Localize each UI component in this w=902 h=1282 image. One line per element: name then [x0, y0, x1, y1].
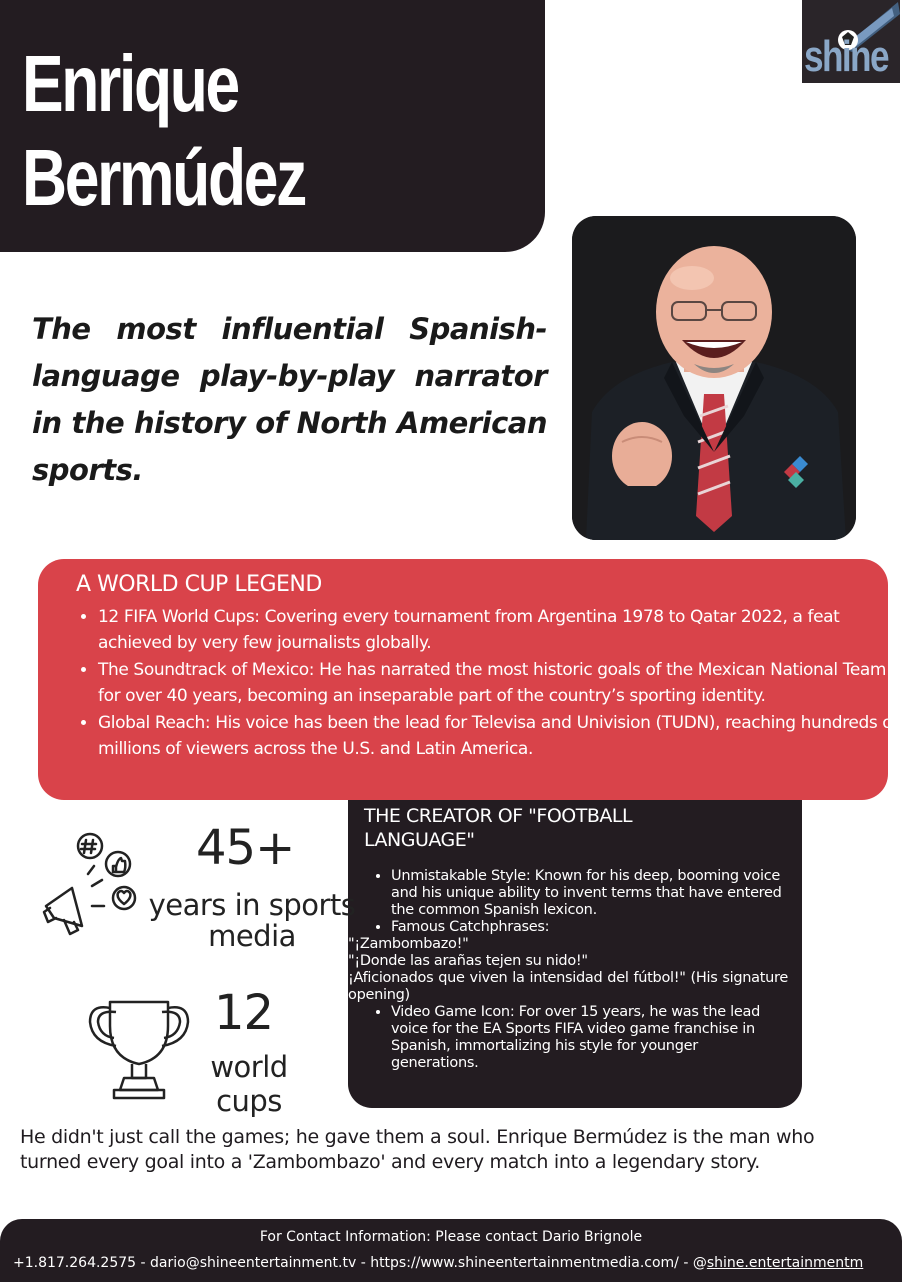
closing-statement: He didn't just call the games; he gave them a soul. Enrique Bermúdez is the man who turned every goal into a 'Zambombazo' and every match into a legendary story.	[20, 1126, 815, 1173]
world-cups-stat-number: 12	[214, 985, 274, 1041]
list-item: • The Soundtrack of Mexico: He has narrated the most historic goals of the Mexican National Team for over 40 years, becoming an inseparable part of the country’s sporting identity.	[98, 658, 898, 709]
world-cup-legend-section	[38, 559, 898, 800]
name-header	[0, 0, 545, 252]
section-title: THE CREATOR OF "FOOTBALL LANGUAGE"	[364, 805, 633, 851]
contact-line: For Contact Information: Please contact Dario Brignole	[259, 1229, 643, 1245]
catchphrase: "¡Donde las arañas tejen su nido!"	[348, 953, 588, 969]
list-item: • 12 FIFA World Cups: Covering every tournament from Argentina 1978 to Qatar 2022, a feat achieved by very few journalists globally.	[98, 605, 898, 656]
catchphrase: ¡Aficionados que viven la intensidad del fútbol!" (His signature opening)	[348, 970, 788, 1003]
list-item: • Global Reach: His voice has been the lead for Televisa and Univision (TUDN), reaching hundreds of millions of viewers across the U.S. and Latin America.	[98, 711, 898, 762]
social-media-megaphone-icon	[36, 826, 146, 936]
tagline: The most influential Spanish-language play-by-play narrator in the history of North American sports.	[32, 312, 547, 487]
narrator-portrait-image	[572, 216, 856, 540]
contact-details	[13, 1255, 893, 1271]
logo-text: shine	[804, 32, 888, 81]
world-cups-label-line2: cups	[216, 1084, 282, 1118]
social-handle-link[interactable]: shine.entertainmentm	[706, 1255, 864, 1271]
creator-list	[364, 1004, 788, 1072]
last-name: Bermúdez	[22, 133, 305, 222]
list-item: • Unmistakable Style: Known for his deep, booming voice and his unique ability to invent terms that have entered the common Spanish lexicon.	[391, 868, 788, 919]
football-language-section	[348, 800, 802, 1108]
years-stat-number: 45+	[196, 820, 295, 876]
section-title: A WORLD CUP LEGEND	[76, 572, 322, 597]
years-stat-label: years in sports media	[148, 890, 356, 953]
legend-list	[74, 605, 898, 764]
shine-logo	[802, 0, 900, 83]
contact-info[interactable]: +1.817.264.2575 - dario@shineentertainment.tv - https://www.shineentertainmentmedia.com/ - @	[13, 1255, 707, 1271]
list-item: • Famous Catchphrases:	[391, 919, 788, 936]
contact-footer	[0, 1219, 902, 1282]
trophy-icon	[86, 994, 192, 1102]
section-content	[348, 868, 788, 1072]
list-item: • Video Game Icon: For over 15 years, he was the lead voice for the EA Sports FIFA video game franchise in Spanish, immortalizing his style for younger generations.	[391, 1004, 788, 1072]
world-cups-label-line1: world	[210, 1050, 288, 1084]
portrait-photo	[572, 216, 856, 540]
first-name: Enrique	[22, 39, 238, 128]
catchphrase: "¡Zambombazo!"	[348, 936, 469, 952]
creator-list	[364, 868, 788, 936]
